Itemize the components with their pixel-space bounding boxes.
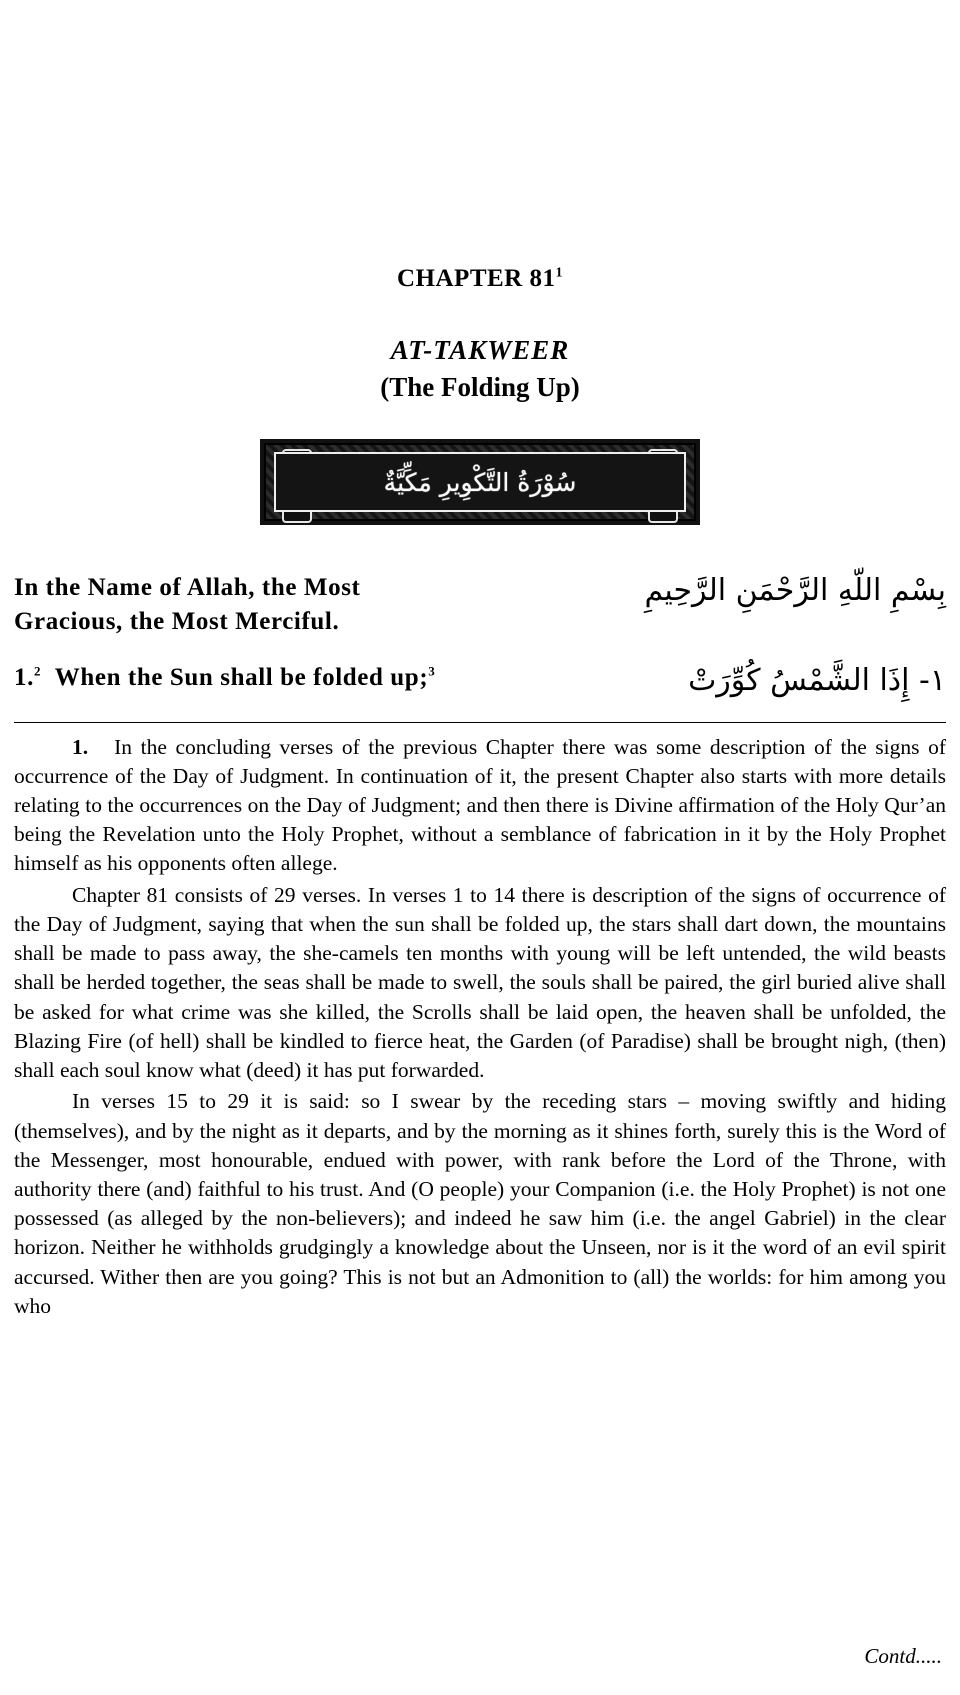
section-divider (14, 722, 946, 723)
calligraphic-banner-wrap (14, 439, 946, 525)
commentary-paragraph-2 (14, 881, 946, 1086)
page-title (14, 265, 946, 293)
surah-name: AT-TAKWEER (390, 335, 570, 365)
surah-translation: (The Folding Up) (380, 372, 580, 402)
commentary-paragraph-2-text: Chapter 81 consists of 29 verses. In verses 1 to 14 there is description of the signs of occurrence of the Day of Judgment, saying that when the sun shall be folded up, the stars shall dart down, the mountains shall be made to pass away, the she-camels ten months with young will be left untended, the wild beasts shall be herded together, the seas shall be made to swell, the souls shall be paired, the girl buried alive shall be asked for what crime was she killed, the Scrolls shall be laid open, the heaven shall be unfolded, the Blazing Fire (of hell) shall be kindled to fierce heat, the Garden (of Paradise) shall be brought nigh, (then) shall each soul know what (deed) it has put forwarded. (14, 882, 946, 1083)
banner-arabic-text: سُوْرَةُ التَّكْوِيرِ مَكِّيَّةٌ (383, 467, 577, 497)
verse-block (14, 571, 946, 700)
commentary-paragraph-1-text: In the concluding verses of the previous Chapter there was some description of the signs of occurrence of the Day of Judgment. In continuation of it, the present Chapter also starts with more details relating to the occurrences on the Day of Judgment; and then there is Divine affirmation of the Holy Qur’an being the Revelation unto the Holy Prophet, without a semblance of fabrication in it by the Holy Prophet himself as his opponents often allege. (14, 734, 946, 876)
chapter-heading-footnote-marker: 1 (555, 265, 563, 281)
commentary-section (14, 733, 946, 1322)
commentary-paragraph-3 (14, 1087, 946, 1321)
verse-1-english (14, 661, 484, 695)
basmala-english: In the Name of Allah, the Most Gracious, the Most Merciful. (14, 574, 361, 635)
calligraphic-banner (260, 439, 700, 525)
chapter-heading-text: CHAPTER 81 (397, 265, 556, 292)
document-page (0, 265, 960, 1695)
verse-1-arabic: ١- إِذَا الشَّمْسُ كُوِّرَتْ (688, 662, 946, 698)
verse-1-number: 1. (14, 663, 34, 691)
page-footer-note: Contd..... (864, 1644, 942, 1668)
verse-1-footnote-marker: 3 (428, 663, 436, 679)
commentary-paragraph-1-number: 1. (72, 734, 89, 759)
verse-1-number-footnote-marker: 2 (33, 663, 42, 679)
verse-row (14, 571, 946, 639)
commentary-paragraph-3-text: In verses 15 to 29 it is said: so I swear by the receding stars – moving swiftly and hiding (themselves), and by the night as it departs, and by the morning as it shines forth, surely this is the Word of the Messenger, most honourable, endued with power, with rank before the Lord of the Throne, with authority there (and) faithful to his trust. And (O people) your Companion (i.e. the Holy Prophet) is not one possessed (as alleged by the non-believers); and indeed he saw him (i.e. the angel Gabriel) in the clear horizon. Neither he withholds grudgingly a knowledge about the Unseen, nor is it the word of an evil spirit accursed. Wither then are you going? This is not but an Admonition to (all) the worlds: for him among you who (14, 1089, 946, 1318)
basmala-arabic: بِسْمِ اللّهِ الرَّحْمَنِ الرَّحِيمِ (644, 573, 946, 608)
banner-inner-frame (274, 452, 686, 512)
verse-1-text: When the Sun shall be folded up; (54, 663, 429, 691)
commentary-paragraph-1 (14, 733, 946, 879)
verse-row (14, 661, 946, 700)
